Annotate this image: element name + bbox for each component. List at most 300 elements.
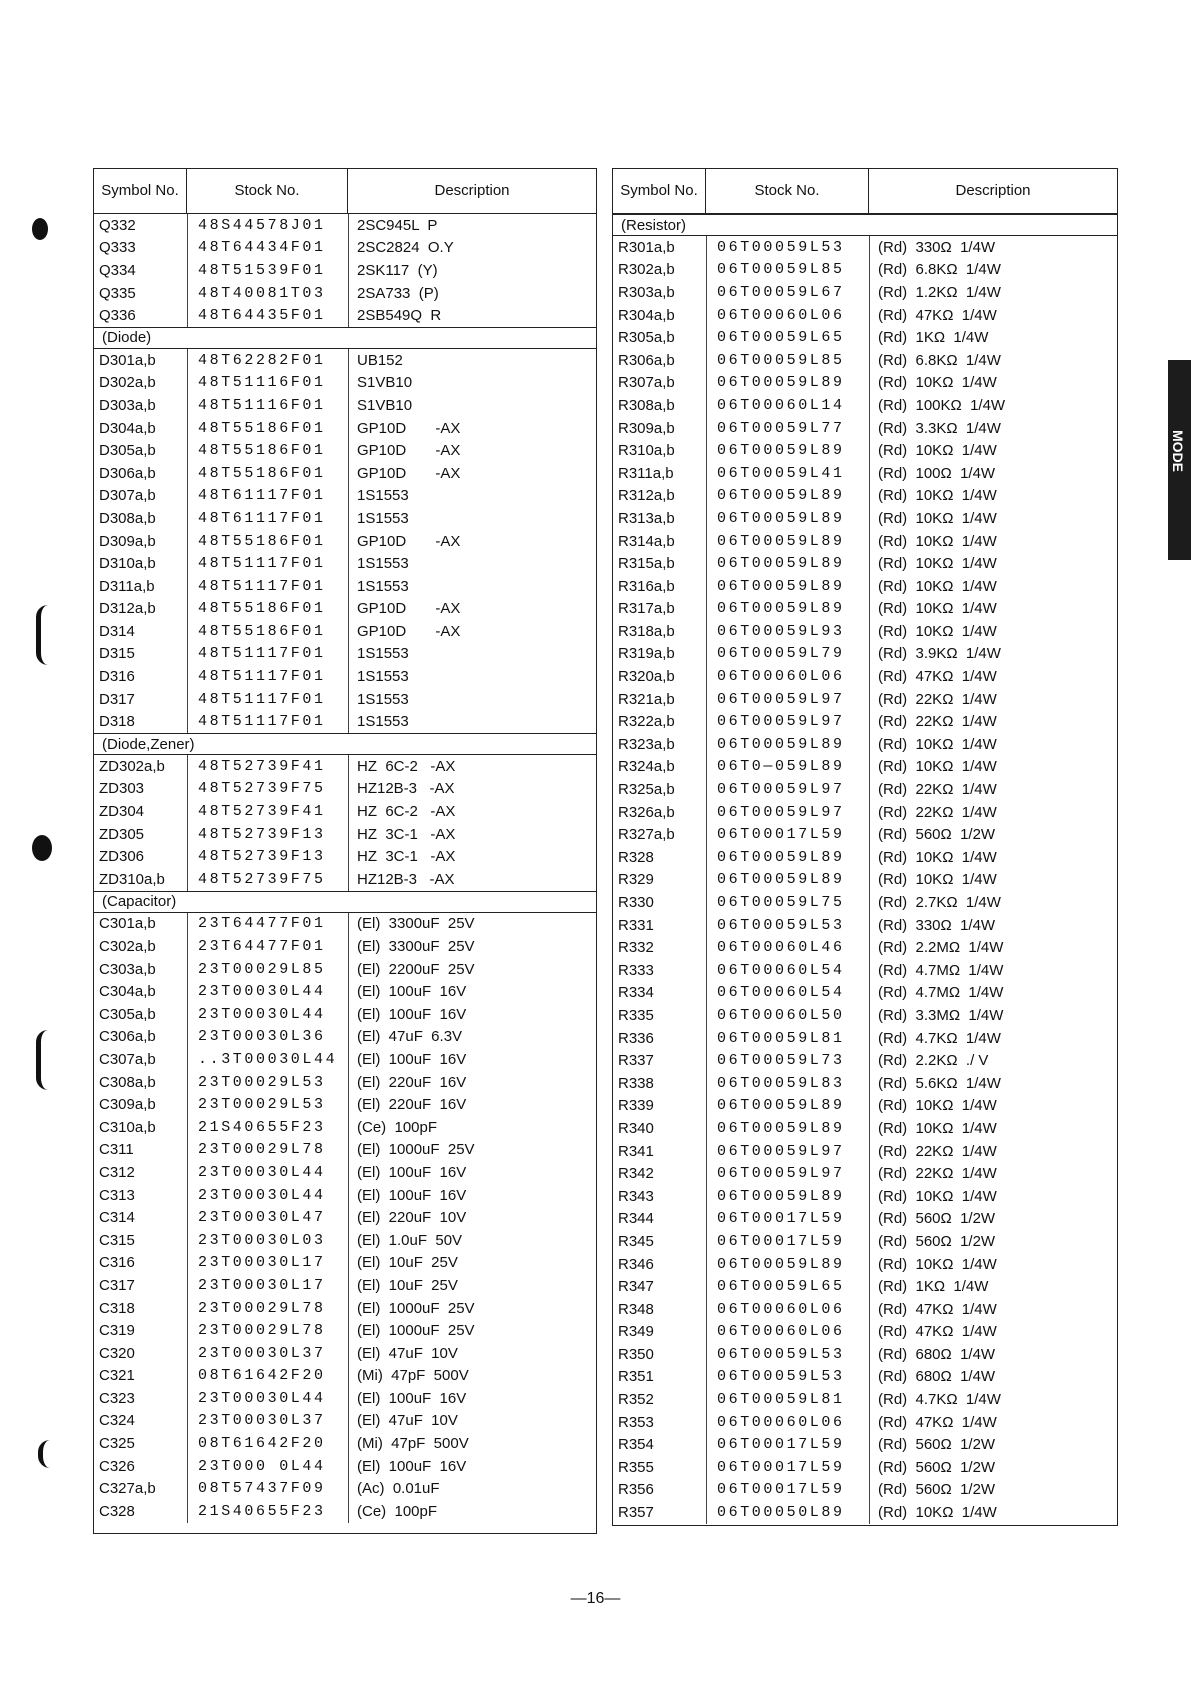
table-row xyxy=(613,1253,1117,1276)
description-cell: (El) 220uF 16V xyxy=(348,1093,596,1116)
stock-cell: 06T00059L97 xyxy=(706,801,869,824)
symbol-cell: C320 xyxy=(99,1344,135,1362)
table-row xyxy=(94,439,596,462)
description-cell: (Rd) 2.2MΩ 1/4W xyxy=(869,936,1117,959)
stock-cell: 21S40655F23 xyxy=(187,1500,348,1523)
symbol-cell: C309a,b xyxy=(99,1096,156,1114)
symbol-cell: R357 xyxy=(618,1504,654,1522)
table-row xyxy=(94,1342,596,1365)
symbol-cell: C319 xyxy=(99,1322,135,1340)
symbol-cell: C326 xyxy=(99,1457,135,1475)
table-row xyxy=(613,1162,1117,1185)
stock-cell: 06T00059L89 xyxy=(706,485,869,508)
table-row xyxy=(94,1274,596,1297)
table-row xyxy=(613,236,1117,259)
symbol-cell: R328 xyxy=(618,848,654,866)
stock-cell: 06T00059L97 xyxy=(706,778,869,801)
stock-cell: 06T00059L75 xyxy=(706,891,869,914)
table-row xyxy=(613,710,1117,733)
table-row xyxy=(613,259,1117,282)
symbol-cell: C318 xyxy=(99,1299,135,1317)
stock-cell: 06T0—059L89 xyxy=(706,756,869,779)
description-cell: (Ce) 100pF xyxy=(348,1500,596,1523)
table-row xyxy=(94,1206,596,1229)
table-row xyxy=(94,620,596,643)
stock-cell: 06T00060L54 xyxy=(706,982,869,1005)
stock-cell: 48T52739F13 xyxy=(187,823,348,846)
table-row xyxy=(613,1388,1117,1411)
stock-cell: 06T00059L67 xyxy=(706,281,869,304)
symbol-cell: ZD310a,b xyxy=(99,870,165,888)
symbol-cell: D316 xyxy=(99,668,135,686)
description-cell: (Rd) 10KΩ 1/4W xyxy=(869,1095,1117,1118)
stock-cell: 23T00030L44 xyxy=(187,1387,348,1410)
description-cell: (Rd) 10KΩ 1/4W xyxy=(869,530,1117,553)
stock-cell: 06T00059L97 xyxy=(706,1162,869,1185)
stock-cell: 06T00059L89 xyxy=(706,372,869,395)
table-row xyxy=(613,1433,1117,1456)
description-cell: (Rd) 47KΩ 1/4W xyxy=(869,304,1117,327)
header-stock: Stock No. xyxy=(706,169,869,213)
symbol-cell: R345 xyxy=(618,1232,654,1250)
symbol-cell: D308a,b xyxy=(99,509,156,527)
symbol-cell: R323a,b xyxy=(618,735,675,753)
description-cell: (Rd) 10KΩ 1/4W xyxy=(869,507,1117,530)
symbol-cell: R347 xyxy=(618,1278,654,1296)
description-cell: HZ 3C-1 -AX xyxy=(348,845,596,868)
binder-hole xyxy=(32,218,48,240)
table-row xyxy=(94,665,596,688)
symbol-cell: R314a,b xyxy=(618,532,675,550)
stock-cell: 48T55186F01 xyxy=(187,439,348,462)
symbol-cell: R352 xyxy=(618,1391,654,1409)
stock-cell: 48T55186F01 xyxy=(187,598,348,621)
description-cell: (Rd) 560Ω 1/2W xyxy=(869,1456,1117,1479)
table-row xyxy=(613,575,1117,598)
stock-cell: 06T00059L65 xyxy=(706,1275,869,1298)
stock-cell: 48T55186F01 xyxy=(187,462,348,485)
header-symbol: Symbol No. xyxy=(613,169,706,213)
symbol-cell: R354 xyxy=(618,1436,654,1454)
symbol-cell: D307a,b xyxy=(99,487,156,505)
symbol-cell: D306a,b xyxy=(99,464,156,482)
symbol-cell: R351 xyxy=(618,1368,654,1386)
stock-cell: 06T00059L53 xyxy=(706,1366,869,1389)
stock-cell: 06T00059L53 xyxy=(706,1343,869,1366)
stock-cell: 23T00029L78 xyxy=(187,1319,348,1342)
description-cell: (El) 100uF 16V xyxy=(348,980,596,1003)
description-cell: (Rd) 4.7MΩ 1/4W xyxy=(869,959,1117,982)
symbol-cell: C323 xyxy=(99,1389,135,1407)
table-row xyxy=(94,1455,596,1478)
description-cell: 1S1553 xyxy=(348,665,596,688)
table-row xyxy=(94,1116,596,1139)
table-body xyxy=(94,214,596,1523)
stock-cell: 23T00030L36 xyxy=(187,1026,348,1049)
description-cell: (Rd) 4.7MΩ 1/4W xyxy=(869,982,1117,1005)
table-row xyxy=(613,801,1117,824)
description-cell: (Rd) 1.2KΩ 1/4W xyxy=(869,281,1117,304)
description-cell: (Rd) 10KΩ 1/4W xyxy=(869,869,1117,892)
page-number: —16— xyxy=(570,1590,621,1607)
description-cell: (Rd) 560Ω 1/2W xyxy=(869,1208,1117,1231)
description-cell: (El) 47uF 10V xyxy=(348,1342,596,1365)
description-cell: HZ 6C-2 -AX xyxy=(348,800,596,823)
description-cell: (Rd) 10KΩ 1/4W xyxy=(869,439,1117,462)
description-cell: (Rd) 4.7KΩ 1/4W xyxy=(869,1027,1117,1050)
stock-cell: 06T00059L89 xyxy=(706,1185,869,1208)
description-cell: (El) 100uF 16V xyxy=(348,1161,596,1184)
section-heading: (Resistor) xyxy=(613,214,1117,236)
stock-cell: 06T00059L89 xyxy=(706,552,869,575)
symbol-cell: C306a,b xyxy=(99,1028,156,1046)
symbol-cell: R322a,b xyxy=(618,713,675,731)
description-cell: (Ac) 0.01uF xyxy=(348,1477,596,1500)
description-cell: 2SK117 (Y) xyxy=(348,259,596,282)
table-row xyxy=(94,868,596,891)
symbol-cell: ZD303 xyxy=(99,780,145,798)
table-row xyxy=(94,1297,596,1320)
table-row xyxy=(94,935,596,958)
symbol-cell: R342 xyxy=(618,1165,654,1183)
stock-cell: 23T00029L85 xyxy=(187,958,348,981)
stock-cell: 48T52739F13 xyxy=(187,845,348,868)
description-cell: (Rd) 560Ω 1/2W xyxy=(869,1230,1117,1253)
symbol-cell: R307a,b xyxy=(618,374,675,392)
stock-cell: 48S44578J01 xyxy=(187,214,348,237)
table-row xyxy=(94,304,596,327)
stock-cell: 06T00059L89 xyxy=(706,869,869,892)
table-row xyxy=(613,598,1117,621)
description-cell: 2SC945L P xyxy=(348,214,596,237)
symbol-cell: R356 xyxy=(618,1481,654,1499)
description-cell: UB152 xyxy=(348,349,596,372)
symbol-cell: ZD305 xyxy=(99,825,145,843)
stock-cell: 48T51117F01 xyxy=(187,688,348,711)
stock-cell: 06T00060L06 xyxy=(706,665,869,688)
symbol-cell: C321 xyxy=(99,1367,135,1385)
stock-cell: 23T64477F01 xyxy=(187,935,348,958)
stock-cell: 06T00059L83 xyxy=(706,1072,869,1095)
symbol-cell: R301a,b xyxy=(618,238,675,256)
description-cell: S1VB10 xyxy=(348,394,596,417)
stock-cell: 06T00060L46 xyxy=(706,936,869,959)
header-symbol: Symbol No. xyxy=(94,169,187,213)
stock-cell: 06T00059L79 xyxy=(706,643,869,666)
description-cell: (Rd) 22KΩ 1/4W xyxy=(869,710,1117,733)
symbol-cell: R337 xyxy=(618,1052,654,1070)
description-cell: (Mi) 47pF 500V xyxy=(348,1432,596,1455)
symbol-cell: R340 xyxy=(618,1119,654,1137)
stock-cell: 06T00059L81 xyxy=(706,1027,869,1050)
description-cell: (El) 1.0uF 50V xyxy=(348,1229,596,1252)
table-row xyxy=(613,823,1117,846)
stock-cell: 06T00017L59 xyxy=(706,1208,869,1231)
symbol-cell: R330 xyxy=(618,894,654,912)
table-row xyxy=(94,1003,596,1026)
description-cell: (Rd) 3.3KΩ 1/4W xyxy=(869,417,1117,440)
symbol-cell: R344 xyxy=(618,1210,654,1228)
stock-cell: 06T00059L97 xyxy=(706,688,869,711)
stock-cell: 06T00059L89 xyxy=(706,1253,869,1276)
symbol-cell: R331 xyxy=(618,916,654,934)
stock-cell: 23T00030L47 xyxy=(187,1206,348,1229)
table-row xyxy=(613,1185,1117,1208)
table-row xyxy=(613,372,1117,395)
description-cell: (Rd) 4.7KΩ 1/4W xyxy=(869,1388,1117,1411)
description-cell: (Rd) 10KΩ 1/4W xyxy=(869,372,1117,395)
stock-cell: 48T51117F01 xyxy=(187,575,348,598)
table-row xyxy=(613,982,1117,1005)
stock-cell: 48T64434F01 xyxy=(187,237,348,260)
parts-table-right xyxy=(612,168,1118,1526)
symbol-cell: R334 xyxy=(618,984,654,1002)
description-cell: (El) 220uF 16V xyxy=(348,1071,596,1094)
symbol-cell: C311 xyxy=(99,1141,134,1159)
table-row xyxy=(94,1229,596,1252)
table-row xyxy=(94,710,596,733)
symbol-cell: C305a,b xyxy=(99,1005,156,1023)
table-row xyxy=(94,1071,596,1094)
table-row xyxy=(94,1410,596,1433)
table-row xyxy=(613,1479,1117,1502)
table-row xyxy=(613,665,1117,688)
description-cell: HZ12B-3 -AX xyxy=(348,778,596,801)
stock-cell: 23T00029L53 xyxy=(187,1093,348,1116)
description-cell: (Rd) 47KΩ 1/4W xyxy=(869,1321,1117,1344)
stock-cell: 48T51117F01 xyxy=(187,643,348,666)
stock-cell: 23T00030L44 xyxy=(187,1184,348,1207)
header-description: Description xyxy=(434,182,510,199)
stock-cell: 06T00059L77 xyxy=(706,417,869,440)
description-cell: (Rd) 6.8KΩ 1/4W xyxy=(869,259,1117,282)
symbol-cell: R326a,b xyxy=(618,803,675,821)
stock-cell: 48T55186F01 xyxy=(187,620,348,643)
symbol-cell: R341 xyxy=(618,1142,654,1160)
symbol-cell: R325a,b xyxy=(618,781,675,799)
stock-cell: 06T00060L06 xyxy=(706,304,869,327)
description-cell: 1S1553 xyxy=(348,688,596,711)
description-cell: (Rd) 3.9KΩ 1/4W xyxy=(869,643,1117,666)
description-cell: (Rd) 330Ω 1/4W xyxy=(869,914,1117,937)
description-cell: (Rd) 10KΩ 1/4W xyxy=(869,1501,1117,1524)
symbol-cell: D315 xyxy=(99,645,135,663)
table-row xyxy=(613,1321,1117,1344)
description-cell: 1S1553 xyxy=(348,485,596,508)
table-row xyxy=(94,1139,596,1162)
description-cell: (Rd) 10KΩ 1/4W xyxy=(869,846,1117,869)
description-cell: (Rd) 10KΩ 1/4W xyxy=(869,620,1117,643)
description-cell: (Rd) 5.6KΩ 1/4W xyxy=(869,1072,1117,1095)
description-cell: 1S1553 xyxy=(348,552,596,575)
description-cell: (Rd) 22KΩ 1/4W xyxy=(869,778,1117,801)
table-row xyxy=(94,1432,596,1455)
description-cell: 1S1553 xyxy=(348,575,596,598)
table-row xyxy=(613,869,1117,892)
description-cell: (El) 1000uF 25V xyxy=(348,1319,596,1342)
description-cell: (El) 10uF 25V xyxy=(348,1274,596,1297)
table-row xyxy=(94,259,596,282)
description-cell: (El) 1000uF 25V xyxy=(348,1297,596,1320)
table-row xyxy=(94,1319,596,1342)
stock-cell: 06T00059L73 xyxy=(706,1049,869,1072)
table-row xyxy=(94,507,596,530)
symbol-cell: R318a,b xyxy=(618,622,675,640)
binder-hole xyxy=(32,835,52,861)
table-row xyxy=(94,1500,596,1523)
stock-cell: 06T00017L59 xyxy=(706,1433,869,1456)
stock-cell: 23T00030L03 xyxy=(187,1229,348,1252)
symbol-cell: R332 xyxy=(618,939,654,957)
stock-cell: 06T00059L89 xyxy=(706,846,869,869)
table-row xyxy=(613,304,1117,327)
table-row xyxy=(613,1117,1117,1140)
stock-cell: 06T00059L53 xyxy=(706,914,869,937)
description-cell: GP10D -AX xyxy=(348,417,596,440)
table-row xyxy=(94,372,596,395)
table-row xyxy=(94,214,596,237)
side-tab xyxy=(1168,360,1191,560)
symbol-cell: R319a,b xyxy=(618,645,675,663)
symbol-cell: Q333 xyxy=(99,239,136,257)
table-row xyxy=(94,1252,596,1275)
stock-cell: 06T00059L85 xyxy=(706,259,869,282)
table-row xyxy=(613,1501,1117,1524)
table-row xyxy=(94,845,596,868)
table-row xyxy=(94,485,596,508)
table-row xyxy=(613,1208,1117,1231)
stock-cell: 48T51116F01 xyxy=(187,394,348,417)
table-row xyxy=(94,800,596,823)
symbol-cell: R329 xyxy=(618,871,654,889)
stock-cell: 23T00030L44 xyxy=(187,1003,348,1026)
table-row xyxy=(613,462,1117,485)
description-cell: 1S1553 xyxy=(348,507,596,530)
table-row xyxy=(94,1026,596,1049)
symbol-cell: R333 xyxy=(618,961,654,979)
stock-cell: ..3T00030L44 xyxy=(187,1048,348,1071)
table-row xyxy=(613,507,1117,530)
binder-mark xyxy=(36,1030,53,1090)
description-cell: (Rd) 10KΩ 1/4W xyxy=(869,1117,1117,1140)
section-heading: (Capacitor) xyxy=(94,891,596,913)
stock-cell: 48T51117F01 xyxy=(187,665,348,688)
symbol-cell: R335 xyxy=(618,1006,654,1024)
description-cell: (Rd) 560Ω 1/2W xyxy=(869,1433,1117,1456)
symbol-cell: C302a,b xyxy=(99,938,156,956)
description-cell: (El) 10uF 25V xyxy=(348,1252,596,1275)
description-cell: GP10D -AX xyxy=(348,598,596,621)
stock-cell: 06T00059L85 xyxy=(706,349,869,372)
symbol-cell: R316a,b xyxy=(618,577,675,595)
symbol-cell: R324a,b xyxy=(618,758,675,776)
description-cell: HZ 6C-2 -AX xyxy=(348,755,596,778)
symbol-cell: R349 xyxy=(618,1323,654,1341)
symbol-cell: R320a,b xyxy=(618,668,675,686)
table-row xyxy=(613,1456,1117,1479)
stock-cell: 06T00059L89 xyxy=(706,733,869,756)
symbol-cell: C303a,b xyxy=(99,960,156,978)
symbol-cell: C310a,b xyxy=(99,1118,156,1136)
table-row xyxy=(94,1184,596,1207)
table-row xyxy=(94,913,596,936)
stock-cell: 23T00030L37 xyxy=(187,1410,348,1433)
symbol-cell: D318 xyxy=(99,713,135,731)
description-cell: (Rd) 330Ω 1/4W xyxy=(869,236,1117,259)
table-row xyxy=(94,237,596,260)
table-header xyxy=(613,169,1117,214)
table-row xyxy=(94,1477,596,1500)
symbol-cell: R306a,b xyxy=(618,351,675,369)
stock-cell: 48T40081T03 xyxy=(187,282,348,305)
symbol-cell: R355 xyxy=(618,1458,654,1476)
description-cell: HZ 3C-1 -AX xyxy=(348,823,596,846)
description-cell: (Rd) 10KΩ 1/4W xyxy=(869,485,1117,508)
table-row xyxy=(613,959,1117,982)
stock-cell: 06T00060L14 xyxy=(706,394,869,417)
stock-cell: 06T00059L89 xyxy=(706,575,869,598)
symbol-cell: R317a,b xyxy=(618,600,675,618)
description-cell: (Rd) 10KΩ 1/4W xyxy=(869,598,1117,621)
stock-cell: 23T00029L78 xyxy=(187,1297,348,1320)
table-row xyxy=(613,733,1117,756)
description-cell: (Rd) 22KΩ 1/4W xyxy=(869,1140,1117,1163)
symbol-cell: R312a,b xyxy=(618,487,675,505)
symbol-cell: Q335 xyxy=(99,284,136,302)
symbol-cell: R346 xyxy=(618,1255,654,1273)
table-row xyxy=(94,755,596,778)
stock-cell: 06T00059L89 xyxy=(706,530,869,553)
symbol-cell: D301a,b xyxy=(99,351,156,369)
stock-cell: 06T00059L89 xyxy=(706,439,869,462)
table-row xyxy=(613,914,1117,937)
symbol-cell: Q334 xyxy=(99,261,136,279)
stock-cell: 06T00059L89 xyxy=(706,507,869,530)
description-cell: (Rd) 100KΩ 1/4W xyxy=(869,394,1117,417)
symbol-cell: R321a,b xyxy=(618,690,675,708)
description-cell: GP10D -AX xyxy=(348,530,596,553)
stock-cell: 23T00030L17 xyxy=(187,1252,348,1275)
symbol-cell: C327a,b xyxy=(99,1480,156,1498)
stock-cell: 06T00060L50 xyxy=(706,1004,869,1027)
symbol-cell: C317 xyxy=(99,1276,135,1294)
stock-cell: 48T55186F01 xyxy=(187,417,348,440)
table-row xyxy=(613,1140,1117,1163)
stock-cell: 23T64477F01 xyxy=(187,913,348,936)
description-cell: 2SA733 (P) xyxy=(348,282,596,305)
description-cell: (Rd) 10KΩ 1/4W xyxy=(869,756,1117,779)
stock-cell: 06T00059L97 xyxy=(706,1140,869,1163)
table-row xyxy=(613,936,1117,959)
symbol-cell: R310a,b xyxy=(618,442,675,460)
description-cell: (Rd) 10KΩ 1/4W xyxy=(869,552,1117,575)
table-row xyxy=(94,823,596,846)
symbol-cell: D311a,b xyxy=(99,577,155,595)
table-row xyxy=(613,417,1117,440)
parts-table-left xyxy=(93,168,597,1534)
symbol-cell: R313a,b xyxy=(618,509,675,527)
stock-cell: 06T00059L89 xyxy=(706,1095,869,1118)
symbol-cell: R311a,b xyxy=(618,464,674,482)
table-row xyxy=(94,575,596,598)
symbol-cell: ZD304 xyxy=(99,803,145,821)
table-row xyxy=(94,1048,596,1071)
description-cell: (Rd) 1KΩ 1/4W xyxy=(869,326,1117,349)
stock-cell: 48T62282F01 xyxy=(187,349,348,372)
description-cell: (Rd) 10KΩ 1/4W xyxy=(869,575,1117,598)
symbol-cell: R309a,b xyxy=(618,419,675,437)
table-row xyxy=(94,282,596,305)
